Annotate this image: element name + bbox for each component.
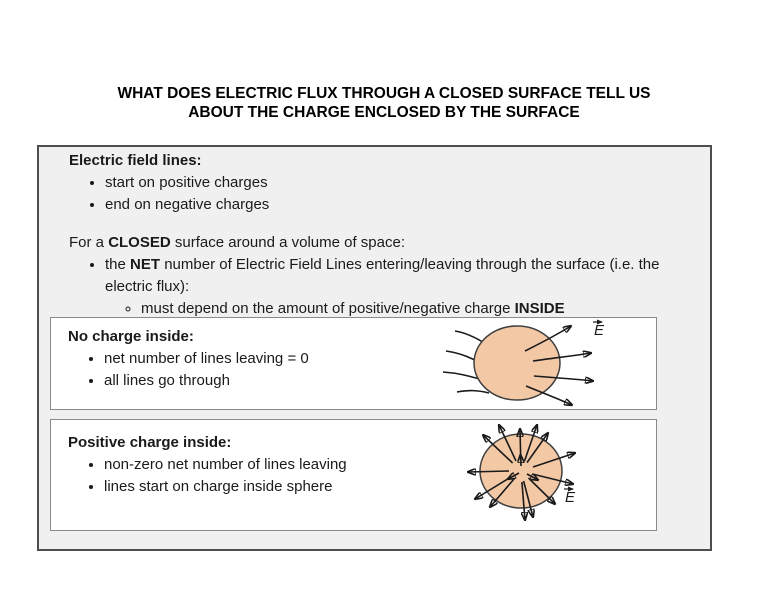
e-field-label xyxy=(563,486,577,504)
e-field-letter: E xyxy=(593,322,604,339)
no-charge-diagram xyxy=(413,320,663,410)
closed-surface-bold: CLOSED xyxy=(108,234,171,251)
field-lines-list xyxy=(69,172,690,216)
net-bullet-post: number of Electric Field Lines entering/leaving through the surface (i.e. the electric flux): xyxy=(105,256,660,295)
positive-charge-heading: Positive charge inside: xyxy=(68,434,232,451)
page-title-line2: ABOUT THE CHARGE ENCLOSED BY THE SURFACE xyxy=(188,104,580,121)
field-line xyxy=(457,391,489,393)
inside-bullet-pre: must depend on the amount of positive/negative charge xyxy=(141,300,515,317)
list-item xyxy=(105,254,690,320)
positive-charge-diagram xyxy=(443,424,638,534)
list-item: • all lines go through xyxy=(104,370,656,392)
e-field-label xyxy=(592,319,606,337)
net-bullet-pre: the xyxy=(105,256,131,273)
closed-surface-post: surface around a volume of space: xyxy=(170,234,406,251)
page-title-line1: WHAT DOES ELECTRIC FLUX THROUGH A CLOSED SURFACE TELL US xyxy=(117,85,651,102)
closed-surface-line xyxy=(69,232,690,254)
no-charge-heading: No charge inside: xyxy=(68,328,194,345)
closed-surface-pre: For a xyxy=(69,234,109,251)
list-item: • start on positive charges xyxy=(105,172,690,194)
list-item: • non-zero net number of lines leaving xyxy=(104,454,656,476)
sphere xyxy=(474,326,560,400)
list-item: • net number of lines leaving = 0 xyxy=(104,348,656,370)
list-item: • lines start on charge inside sphere xyxy=(104,476,656,498)
field-line-inner xyxy=(521,455,522,466)
inside-bullet-bold: INSIDE xyxy=(514,300,565,317)
closed-surface-list xyxy=(69,254,690,320)
field-lines-heading: Electric field lines: xyxy=(69,152,202,169)
list-item: • end on negative charges xyxy=(105,194,690,216)
page-title xyxy=(0,84,768,122)
e-field-letter: E xyxy=(564,489,575,506)
field-line xyxy=(468,471,509,472)
net-bullet-bold: NET xyxy=(130,256,161,273)
